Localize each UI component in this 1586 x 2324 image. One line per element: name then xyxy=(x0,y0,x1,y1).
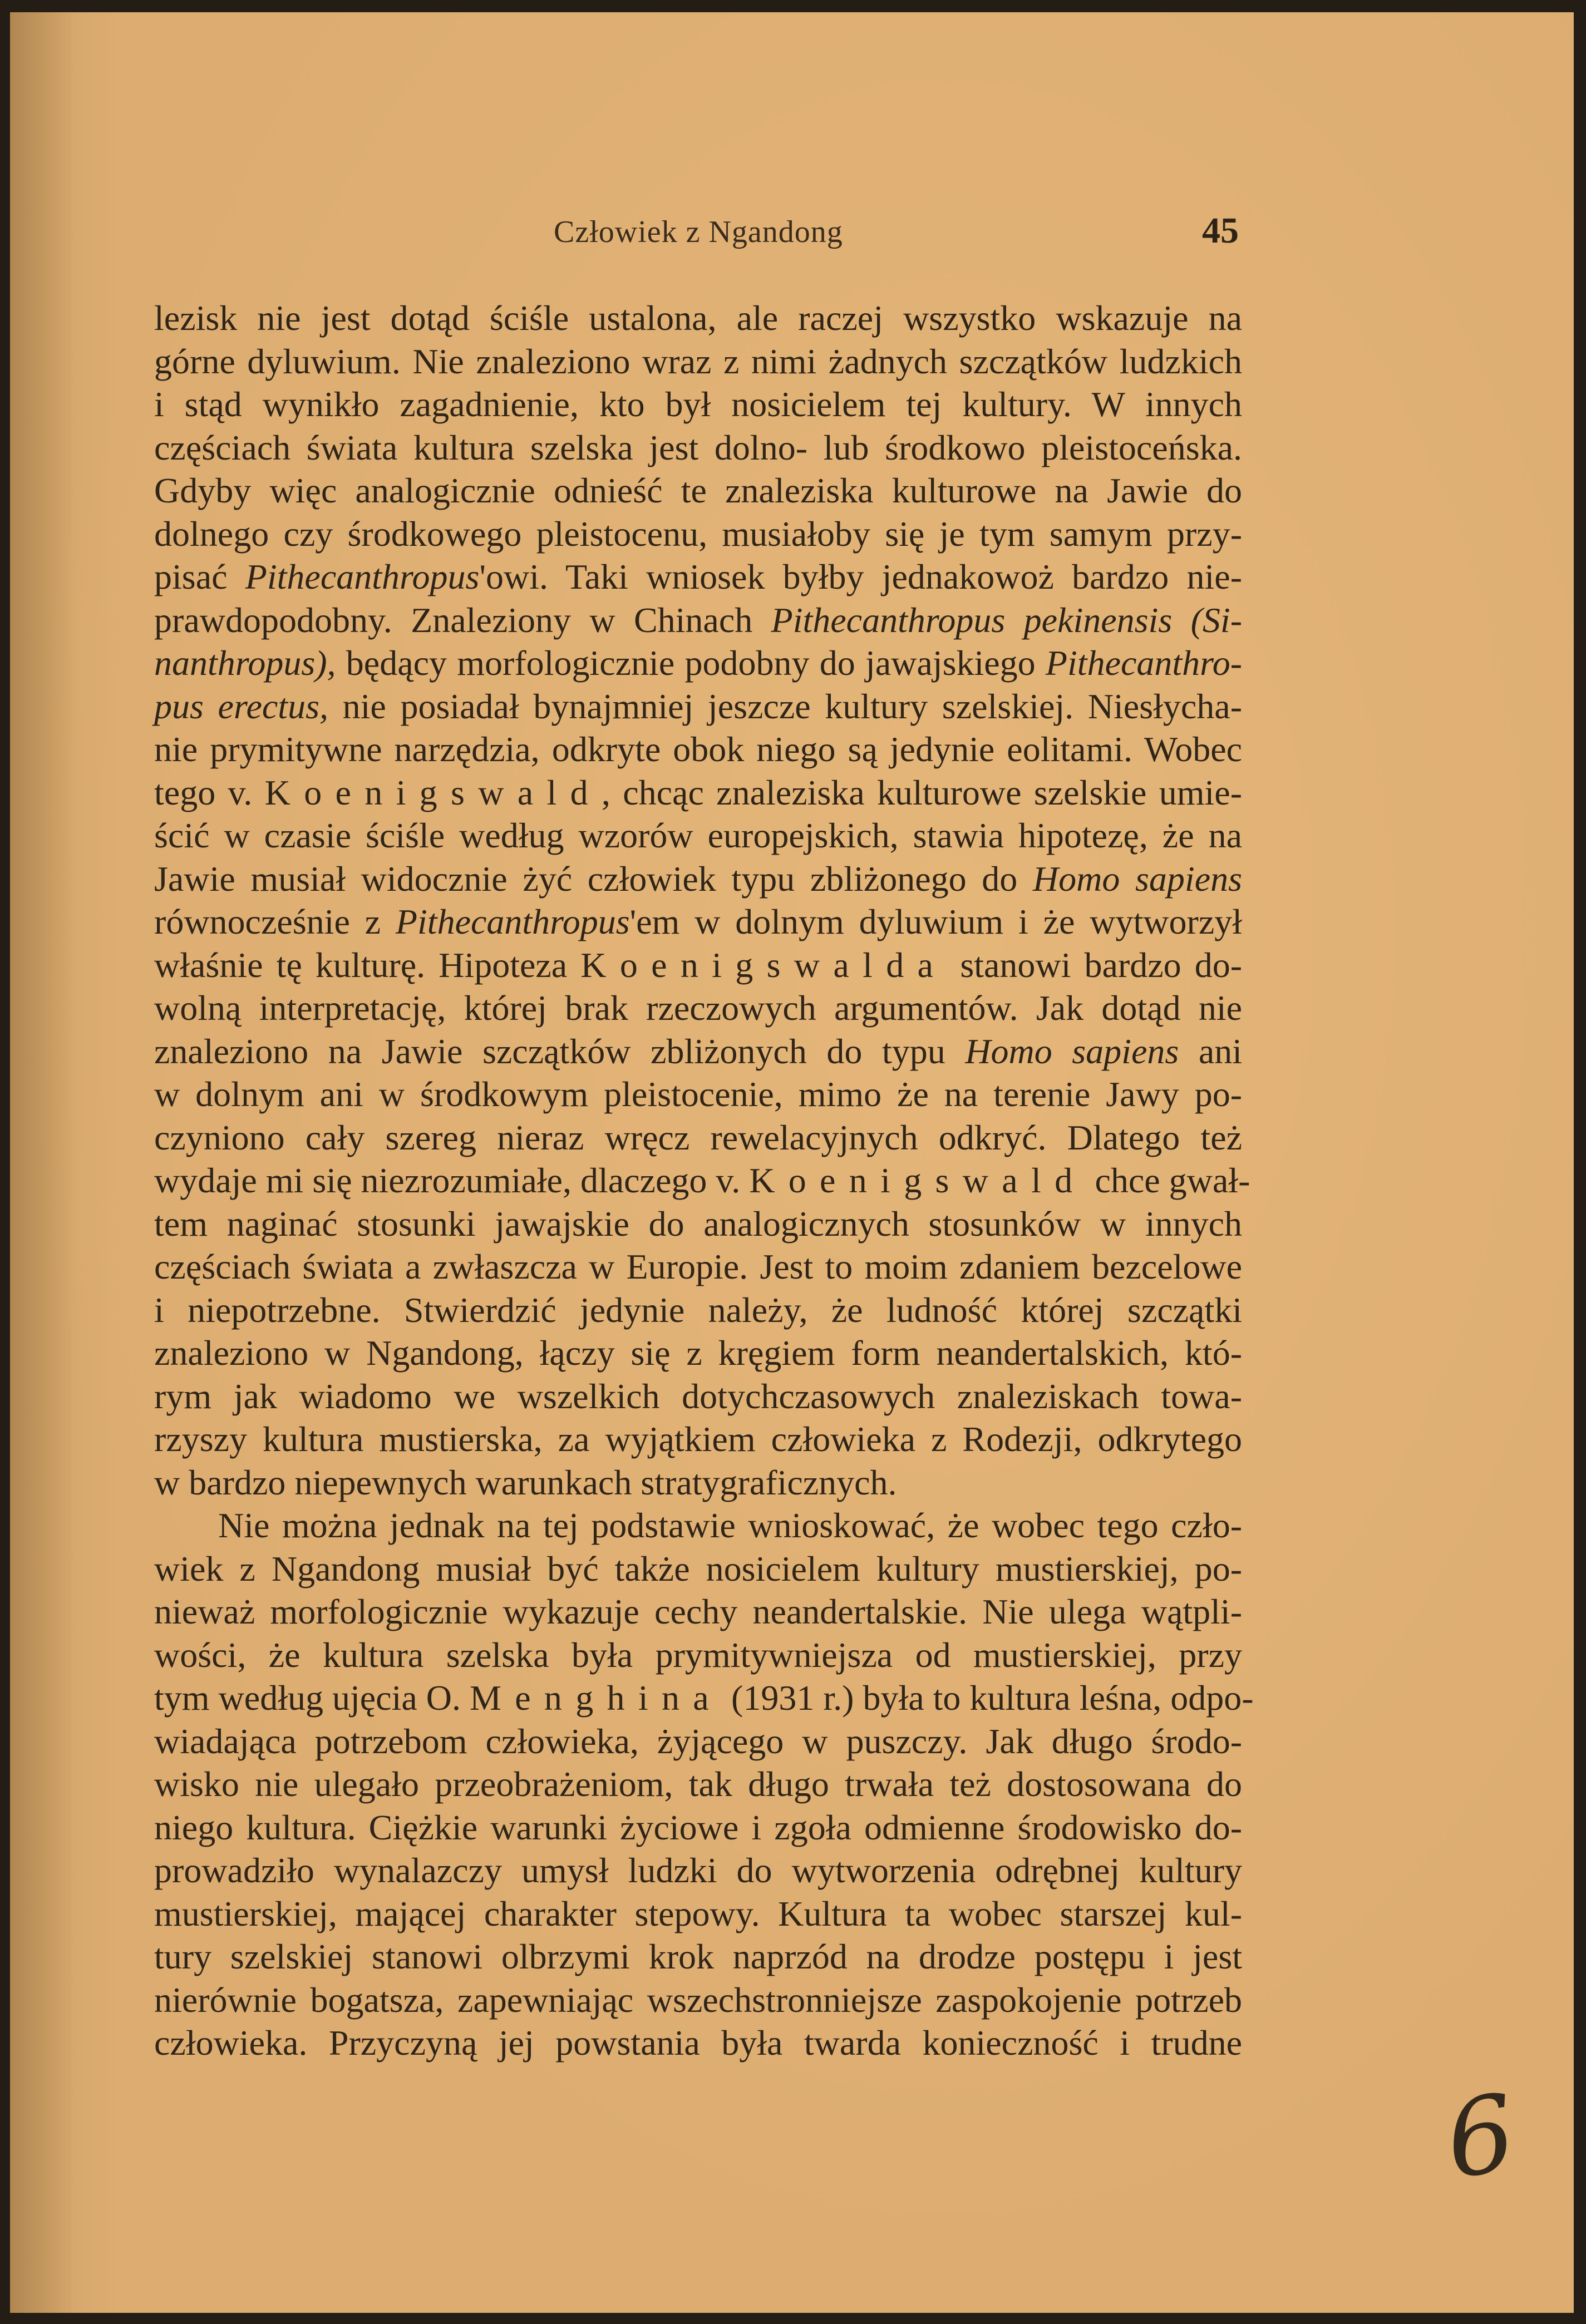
author-name: Koenigswalda xyxy=(580,945,947,985)
text-run: (1931 r.) była to kultura leśna, odpo- xyxy=(722,1678,1254,1718)
text-line xyxy=(154,1030,1242,1073)
author-name: Menghina xyxy=(469,1678,723,1718)
italic-term: Homo sapiens xyxy=(965,1031,1179,1071)
author-name: Koenigswald xyxy=(749,1161,1086,1200)
text-line xyxy=(154,555,1242,599)
text-run: równocześnie z xyxy=(154,902,396,941)
text-run: pisać xyxy=(154,557,245,596)
text-run: 'em w dolnym dyluwium i że wytworzył xyxy=(629,902,1242,941)
text-line: rzyszy kultura mustierska, za wyjątkiem człowieka z Rodezji, odkrytego xyxy=(154,1419,1242,1459)
text-line: nie prymitywne narzędzia, odkryte obok niego są jedynie eolitami. Wobec xyxy=(154,729,1242,769)
text-line: wiek z Ngandong musiał być także nosicielem kultury mustierskiej, po- xyxy=(154,1548,1242,1588)
text-run: tym według ujęcia O. xyxy=(154,1678,470,1718)
text-line: lezisk nie jest dotąd ściśle ustalona, ale raczej wszystko wskazuje na xyxy=(154,298,1242,338)
text-line: prowadziło wynalazczy umysł ludzki do wytworzenia odrębnej kultury xyxy=(154,1851,1242,1890)
text-run: będący morfologicznie podobny do jawajskiego xyxy=(336,643,1046,683)
text-line xyxy=(154,599,1242,642)
text-line: i stąd wynikło zagadnienie, kto był nosicielem tej kultury. W innych xyxy=(154,384,1242,424)
text-line: niego kultura. Ciężkie warunki życiowe i zgoła odmienne środowisko do- xyxy=(154,1807,1242,1847)
text-run: tego v. xyxy=(154,772,265,812)
text-line xyxy=(154,1676,1254,1720)
text-run: chce gwał- xyxy=(1086,1161,1250,1200)
text-line: mustierskiej, mającej charakter stepowy. Kultura ta wobec starszej kul- xyxy=(154,1893,1242,1933)
text-line: wisko nie ulegało przeobrażeniom, tak długo trwała też dostosowana do xyxy=(154,1764,1242,1804)
text-line: człowieka. Przyczyną jej powstania była twarda konieczność i trudne xyxy=(154,2023,1242,2063)
text-line xyxy=(154,685,1242,728)
text-run: ani xyxy=(1179,1031,1243,1071)
italic-term: pus erectus, xyxy=(154,686,328,726)
text-run: 'owi. Taki wniosek byłby jednakowoż bardzo nie- xyxy=(479,557,1243,596)
text-line: rym jak wiadomo we wszelkich dotychczasowych znaleziskach towa- xyxy=(154,1376,1242,1416)
italic-term: Pithecanthropus pekinensis (Si- xyxy=(771,600,1242,640)
text-run: znaleziono na Jawie szczątków zbliżonych do typu xyxy=(154,1031,966,1071)
text-run: nie posiadał bynajmniej jeszcze kultury szelskiej. Niesłycha- xyxy=(328,686,1243,726)
text-line: częściach świata a zwłaszcza w Europie. Jest to moim zdaniem bezcelowe xyxy=(154,1247,1242,1286)
gutter-shadow xyxy=(10,12,77,2313)
text-run: prawdopodobny. Znaleziony w Chinach xyxy=(154,600,771,640)
page-number: 45 xyxy=(1202,210,1239,251)
text-line xyxy=(154,857,1242,901)
text-line: wiadająca potrzebom człowieka, żyjącego w puszczy. Jak długo środo- xyxy=(154,1721,1242,1761)
text-line: dolnego czy środkowego pleistocenu, musiałoby się je tym samym przy- xyxy=(154,514,1242,554)
text-line: i niepotrzebne. Stwierdzić jedynie należy, że ludność której szczątki xyxy=(154,1290,1242,1330)
author-name: Koenigswald xyxy=(264,772,602,812)
text-line xyxy=(154,900,1242,944)
text-line xyxy=(154,771,1242,815)
text-line: Gdyby więc analogicznie odnieść te znaleziska kulturowe na Jawie do xyxy=(154,471,1242,510)
italic-term: nanthropus), xyxy=(154,643,336,683)
text-line: wolną interpretację, której brak rzeczowych argumentów. Jak dotąd nie xyxy=(154,988,1242,1028)
italic-term: Pithecanthropus xyxy=(245,557,480,596)
text-line: górne dyluwium. Nie znaleziono wraz z nimi żadnych szczątków ludzkich xyxy=(154,341,1242,381)
running-title: Człowiek z Ngandong xyxy=(554,215,843,249)
text-line: w bardzo niepewnych warunkach stratygraficznych. xyxy=(154,1462,897,1502)
text-line: częściach świata kultura szelska jest dolno- lub środkowo pleistoceńska. xyxy=(154,427,1242,467)
text-line xyxy=(154,642,1242,685)
text-line: ścić w czasie ściśle według wzorów europejskich, stawia hipotezę, że na xyxy=(154,816,1242,855)
text-line: tem naginać stosunki jawajskie do analogicznych stosunków w innych xyxy=(154,1203,1242,1244)
text-line: znaleziono w Ngandong, łączy się z kręgiem form neandertalskich, któ- xyxy=(154,1333,1242,1373)
running-head xyxy=(0,210,1586,259)
text-line: nierównie bogatsza, zapewniając wszechstronniejsze zaspokojenie potrzeb xyxy=(154,1980,1242,2020)
text-run: , chcąc znaleziska kulturowe szelskie umie- xyxy=(601,772,1243,812)
italic-term: Homo sapiens xyxy=(1032,858,1243,899)
body-text xyxy=(154,297,1254,2065)
text-run: właśnie tę kulturę. Hipoteza xyxy=(154,945,581,985)
handwritten-number-mark: 6 xyxy=(1439,2071,1523,2203)
italic-term: Pithecanthro- xyxy=(1045,643,1242,683)
text-line xyxy=(154,944,1242,987)
text-run: Jawie musiał widocznie żyć człowiek typu zbliżonego do xyxy=(154,858,1033,899)
text-line xyxy=(154,1159,1250,1202)
text-line: wości, że kultura szelska była prymitywniejsza od mustierskiej, przy xyxy=(154,1635,1242,1675)
text-line: Nie można jednak na tej podstawie wnioskować, że wobec tego czło- xyxy=(218,1506,1242,1545)
text-line: tury szelskiej stanowi olbrzymi krok naprzód na drodze postępu i jest xyxy=(154,1937,1242,1976)
italic-term: Pithecanthropus xyxy=(395,902,630,941)
text-line: w dolnym ani w środkowym pleistocenie, mimo że na terenie Jawy po- xyxy=(154,1074,1242,1114)
text-line: czyniono cały szereg nieraz wręcz rewelacyjnych odkryć. Dlatego też xyxy=(154,1117,1242,1157)
text-run: stanowi bardzo do- xyxy=(947,945,1243,985)
text-line: nieważ morfologicznie wykazuje cechy neandertalskie. Nie ulega wątpli- xyxy=(154,1592,1242,1631)
text-run: wydaje mi się niezrozumiałe, dlaczego v. xyxy=(154,1161,750,1200)
